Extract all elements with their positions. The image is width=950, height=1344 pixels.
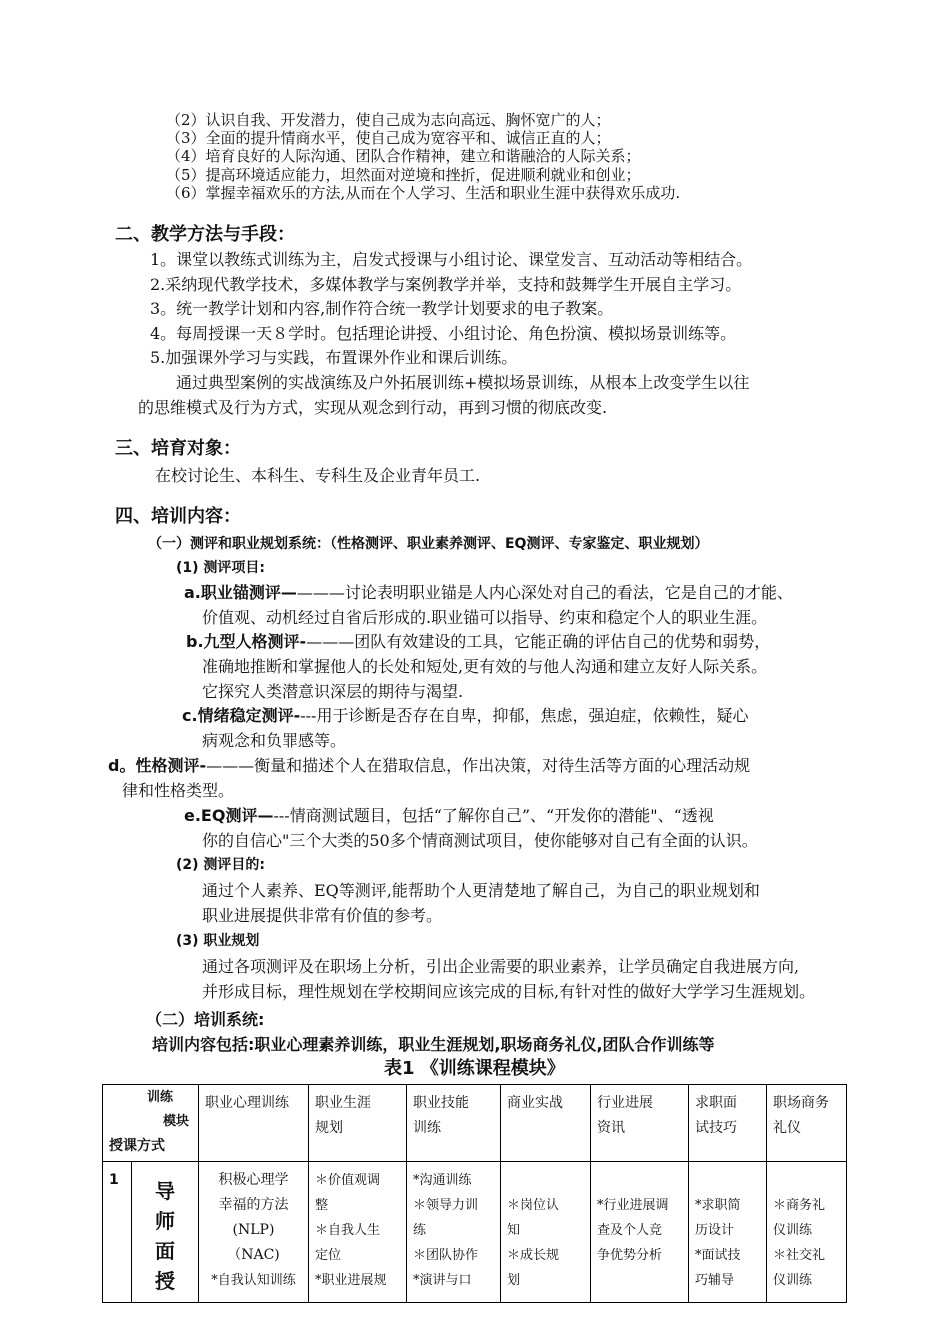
goal-item: （6）掌握幸福欢乐的方法,从而在个人学习、生活和职业生涯中获得欢乐成功. [166,184,681,202]
assessment-c-line [182,708,748,724]
table-method-cell [103,1162,199,1303]
cell-text: 知 [507,1223,521,1238]
cell-text: ＊岗位认 [507,1198,560,1213]
table-corner-cell [103,1085,199,1162]
assessment-c-text: ---用于诊断是否存在自卑，抑郁，焦虑，强迫症，依赖性，疑心 [300,706,749,725]
cell-text: 争优势分析 [597,1248,663,1263]
table-header-cell [309,1085,407,1162]
assessment-a-label: a.职业锚测评— [184,583,297,602]
table-header-cell [591,1085,689,1162]
cell-text: ＊价值观调 [315,1173,381,1188]
career-planning-heading: (3) 职业规划 [176,933,260,949]
assessment-d-label: d。性格测评- [108,756,207,775]
cell-text: 整 [315,1198,329,1213]
assessment-d-line: 律和性格类型。 [122,781,235,800]
cell-text: ＊社交礼 [773,1248,826,1263]
header-text: 商业实战 [507,1095,563,1111]
table-row [103,1162,847,1303]
assessment-d-text: ———衡量和描述个人在猎取信息，作出决策，对待生活等方面的心理活动规 [206,756,751,775]
assessment-a-text: ———讨论表明职业锚是人内心深处对自己的看法，它是自己的才能、 [296,583,793,602]
assessment-b-line: 准确地推断和掌握他人的长处和短处,更有效的与他人沟通和建立友好人际关系。 [202,657,768,676]
cell-text: 划 [507,1273,521,1288]
cell-text: *沟通训练 [413,1173,472,1188]
table-header-cell [501,1085,591,1162]
method-char: 师 [155,1209,175,1233]
cell-text: 练 [413,1223,427,1238]
section-heading-content: 四、培训内容： [115,506,241,527]
header-text: 训练 [413,1120,441,1136]
assessment-c-line: 病观念和负罪感等。 [202,731,347,750]
cell-text: 历设计 [695,1223,735,1238]
cell-text: (NLP) [232,1222,275,1238]
assessment-a-line: 价值观、动机经过自省后形成的.职业锚可以指导、约束和稳定个人的职业生涯。 [202,608,768,627]
assessment-b-text: ———团队有效建设的工具，它能正确的评估自己的优势和弱势， [306,632,771,651]
cell-text: 查及个人竞 [597,1223,663,1238]
table-cell-psychology [199,1162,309,1303]
cell-text: *自我认知训练 [211,1273,296,1288]
assessment-b-line: 它探究人类潜意识深层的期待与渴望. [202,682,464,701]
cell-text: 积极心理学 [218,1172,289,1188]
goal-item: （5）提高环境适应能力，坦然面对逆境和挫折，促进顺利就业和创业； [166,166,641,184]
assessment-b-line [186,634,770,650]
cell-text: ＊商务礼 [773,1198,826,1213]
corner-label-training: 训练 [147,1090,174,1105]
cell-text: （NAC) [227,1247,280,1263]
corner-label-module: 模块 [163,1114,190,1129]
training-content: 培训内容包括:职业心理素养训练，职业生涯规划,职场商务礼仪,团队合作训练等 [152,1035,715,1054]
assessment-purpose-line: 通过个人素养、EQ等测评,能帮助个人更清楚地了解自己，为自己的职业规划和 [202,881,760,900]
career-planning-line: 通过各项测评及在职场上分析，引出企业需要的职业素养，让学员确定自我进展方向, [202,957,800,976]
assessment-e-line [184,808,714,824]
row-number: 1 [103,1162,132,1302]
method-item: 5.加强课外学习与实践，布置课外作业和课后训练。 [150,348,518,367]
header-text: 职业生涯 [315,1095,371,1111]
assessment-purpose-heading: (2) 测评目的: [176,857,266,873]
table-header-row [103,1085,847,1162]
cell-text: ＊自我人生 [315,1223,381,1238]
table-cell-etiquette [767,1162,847,1303]
method-char: 面 [155,1239,175,1263]
cell-text: 定位 [315,1248,342,1263]
career-planning-line: 并形成目标，理性规划在学校期间应该完成的目标,有针对性的做好大学学习生涯规划。 [202,982,816,1001]
header-text: 行业进展 [597,1095,653,1111]
table-title: 表1 《训练课程模块》 [384,1058,565,1079]
cell-text: ＊团队协作 [413,1248,479,1263]
table-cell-skills [407,1162,501,1303]
section-heading-methods: 二、教学方法与手段： [115,224,295,245]
subsection-assessment: （一）测评和职业规划系统：（性格测评、职业素养测评、EQ测评、专家鉴定、职业规划） [148,536,709,552]
table-cell-industry [591,1162,689,1303]
method-item: 4。每周授课一天８学时。包括理论讲授、小组讨论、角色扮演、模拟场景训练等。 [150,324,737,343]
cell-text: *求职简 [695,1198,741,1213]
method-char: 导 [155,1179,175,1203]
assessment-c-label: c.情绪稳定测评- [182,706,301,725]
goal-item: （2）认识自我、开发潜力，使自己成为志向高远、胸怀宽广的人； [166,111,611,129]
cell-text: *面试技 [695,1248,741,1263]
assessment-d-line [108,758,750,774]
assessment-items-heading: (1) 测评项目: [176,560,266,576]
assessment-purpose-line: 职业进展提供非常有价值的参考。 [202,906,443,925]
method-char: 授 [155,1269,175,1293]
cell-text: *行业进展调 [597,1198,669,1213]
course-module-table [102,1084,847,1303]
assessment-b-label: b.九型人格测评- [186,632,307,651]
cell-text: *职业进展规 [315,1273,387,1288]
method-item: 3。统一教学计划和内容,制作符合统一教学计划要求的电子教案。 [150,299,614,318]
cell-text: ＊领导力训 [413,1198,479,1213]
audience-text: 在校讨论生、本科生、专科生及企业青年员工. [155,466,481,485]
section-heading-audience: 三、培育对象： [115,438,241,459]
header-text: 求职面 [695,1095,737,1111]
assessment-e-text: ---情商测试题目，包括“了解你自己”、“开发你的潜能"、“透视 [273,806,714,825]
cell-text: ＊成长规 [507,1248,560,1263]
table-header-cell [767,1085,847,1162]
header-text: 职业心理训练 [205,1095,289,1111]
goal-item: （3）全面的提升情商水平，使自己成为宽容平和、诚信正直的人； [166,129,611,147]
table-cell-business [501,1162,591,1303]
table-cell-career [309,1162,407,1303]
cell-text: 仪训练 [773,1273,813,1288]
cell-text: 仪训练 [773,1223,813,1238]
subsection-training: （二）培训系统: [146,1010,265,1029]
cell-text: *演讲与口 [413,1273,472,1288]
teaching-method [132,1162,198,1302]
cell-text: 巧辅导 [695,1273,735,1288]
table-header-cell [199,1085,309,1162]
header-text: 试技巧 [695,1120,737,1136]
cell-text: 幸福的方法 [218,1197,289,1213]
methods-paragraph-line: 的思维模式及行为方式，实现从观念到行动，再到习惯的彻底改变. [138,398,608,417]
header-text: 职业技能 [413,1095,469,1111]
method-item: 2.采纳现代教学技术，多媒体教学与案例教学并举，支持和鼓舞学生开展自主学习。 [150,275,742,294]
method-item: 1。课堂以教练式训练为主，启发式授课与小组讨论、课堂发言、互动活动等相结合。 [150,250,753,269]
assessment-e-label: e.EQ测评— [184,806,274,825]
assessment-e-line: 你的自信心"三个大类的50多个情商测试项目，使你能够对自己有全面的认识。 [202,831,758,850]
methods-paragraph-line: 通过典型案例的实战演练及户外拓展训练+模拟场景训练，从根本上改变学生以往 [176,373,750,392]
table-header-cell [407,1085,501,1162]
header-text: 资讯 [597,1120,625,1136]
header-text: 规划 [315,1120,343,1136]
header-text: 礼仪 [773,1120,801,1136]
assessment-a-line [184,585,793,601]
goal-item: （4）培育良好的人际沟通、团队合作精神，建立和谐融洽的人际关系； [166,147,641,165]
table-cell-interview [689,1162,767,1303]
table-header-cell [689,1085,767,1162]
corner-label-method: 授课方式 [109,1138,165,1154]
header-text: 职场商务 [773,1095,829,1111]
